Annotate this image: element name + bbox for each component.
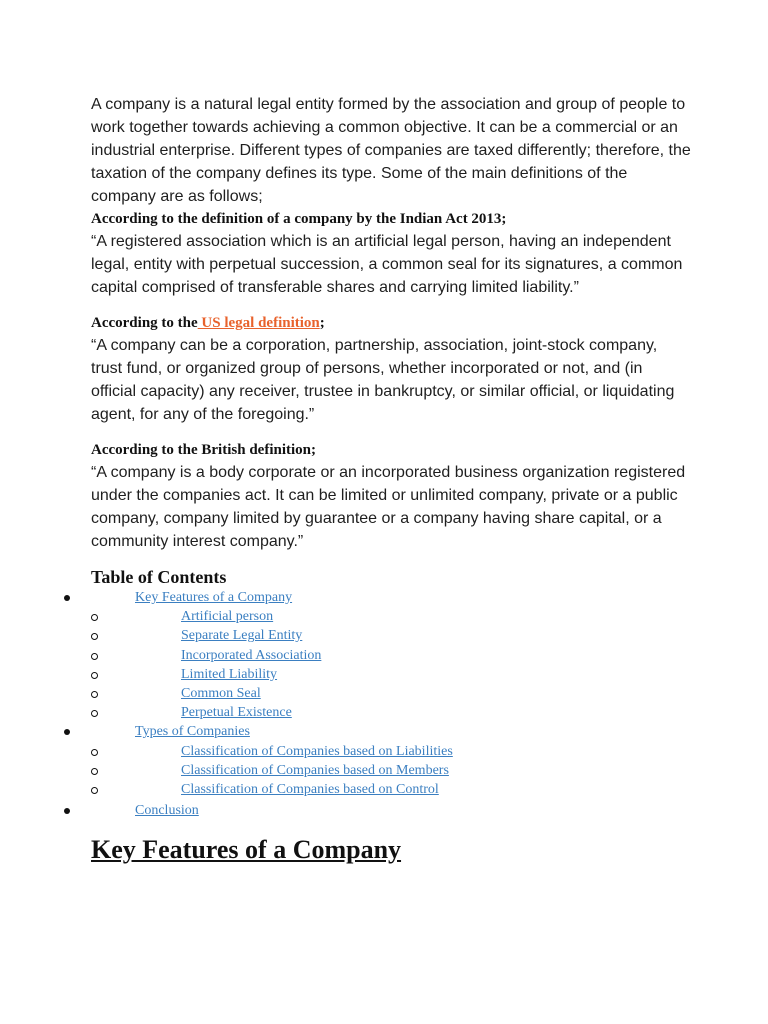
- toc-item-types-of-companies: [91, 722, 691, 741]
- toc-link-conclusion[interactable]: Conclusion: [135, 803, 199, 819]
- toc-item-class-members: [91, 761, 691, 780]
- toc-item-limited-liability: [91, 665, 691, 684]
- toc-item-separate-legal-entity: [91, 626, 691, 645]
- definition-british-heading: According to the British definition;: [91, 442, 316, 458]
- definition-british: [91, 439, 691, 553]
- toc-item-perpetual-existence: [91, 703, 691, 722]
- definition-indian-heading: According to the definition of a company by the Indian Act 2013;: [91, 211, 507, 227]
- toc-link-perpetual-existence[interactable]: Perpetual Existence: [181, 705, 292, 721]
- toc-link-class-control[interactable]: Classification of Companies based on Control: [181, 782, 439, 798]
- toc-item-common-seal: [91, 684, 691, 703]
- toc-item-artificial-person: [91, 607, 691, 626]
- table-of-contents: [91, 588, 691, 820]
- toc-title: Table of Contents: [91, 567, 227, 587]
- document-content: [91, 93, 691, 866]
- toc-link-key-features[interactable]: Key Features of a Company: [135, 590, 293, 605]
- intro-paragraph: A company is a natural legal entity formed by the association and group of people to work together towards achieving a common objective. It can be a commercial or an industrial enterprise. Different types of companies are taxed differently; therefore, the taxation of the company defines its type. Some of the main definitions of the company are as follows;: [91, 96, 691, 205]
- toc-link-artificial-person[interactable]: Artificial person: [181, 609, 274, 625]
- definition-us-heading-suffix: ;: [319, 315, 325, 331]
- definition-us-heading-prefix: According to the: [91, 315, 198, 331]
- toc-link-class-liabilities[interactable]: Classification of Companies based on Liabilities: [181, 743, 453, 759]
- definition-british-text: “A company is a body corporate or an incorporated business organization registered under the companies act. It can be limited or unlimited company, private or a public company, company limited by guarantee or a company having share capital, or a community interest company.”: [91, 464, 686, 550]
- us-legal-definition-link[interactable]: US legal definition: [197, 315, 320, 331]
- definition-us: [91, 312, 691, 426]
- toc-item-class-liabilities: [91, 742, 691, 761]
- definition-us-text: “A company can be a corporation, partnership, association, joint-stock company, trust fund, or organized group of persons, whether incorporated or not, and (in official capacity) any receiver, trustee in bankruptcy, or similar official, or liquidating agent, for any of the foregoing.”: [91, 337, 675, 423]
- toc-item-class-control: [91, 780, 691, 799]
- toc-link-common-seal[interactable]: Common Seal: [181, 686, 261, 702]
- toc-item-conclusion: [91, 801, 691, 820]
- definition-us-heading: [91, 312, 691, 334]
- toc-link-types-of-companies[interactable]: Types of Companies: [135, 724, 250, 740]
- section-heading: Key Features of a Company: [91, 835, 402, 865]
- toc-item-key-features: [91, 588, 691, 607]
- toc-link-separate-legal-entity[interactable]: Separate Legal Entity: [181, 628, 303, 644]
- toc-link-class-members[interactable]: Classification of Companies based on Members: [181, 762, 449, 778]
- toc-link-incorporated-association[interactable]: Incorporated Association: [181, 647, 322, 663]
- definition-indian-text: “A registered association which is an artificial legal person, having an independent legal, entity with perpetual succession, a common seal for its signatures, a common capital comprised of transferable shares and carrying limited liability.”: [91, 233, 683, 296]
- definition-indian: [91, 208, 691, 299]
- toc-link-limited-liability[interactable]: Limited Liability: [181, 666, 278, 682]
- toc-item-incorporated-association: [91, 646, 691, 665]
